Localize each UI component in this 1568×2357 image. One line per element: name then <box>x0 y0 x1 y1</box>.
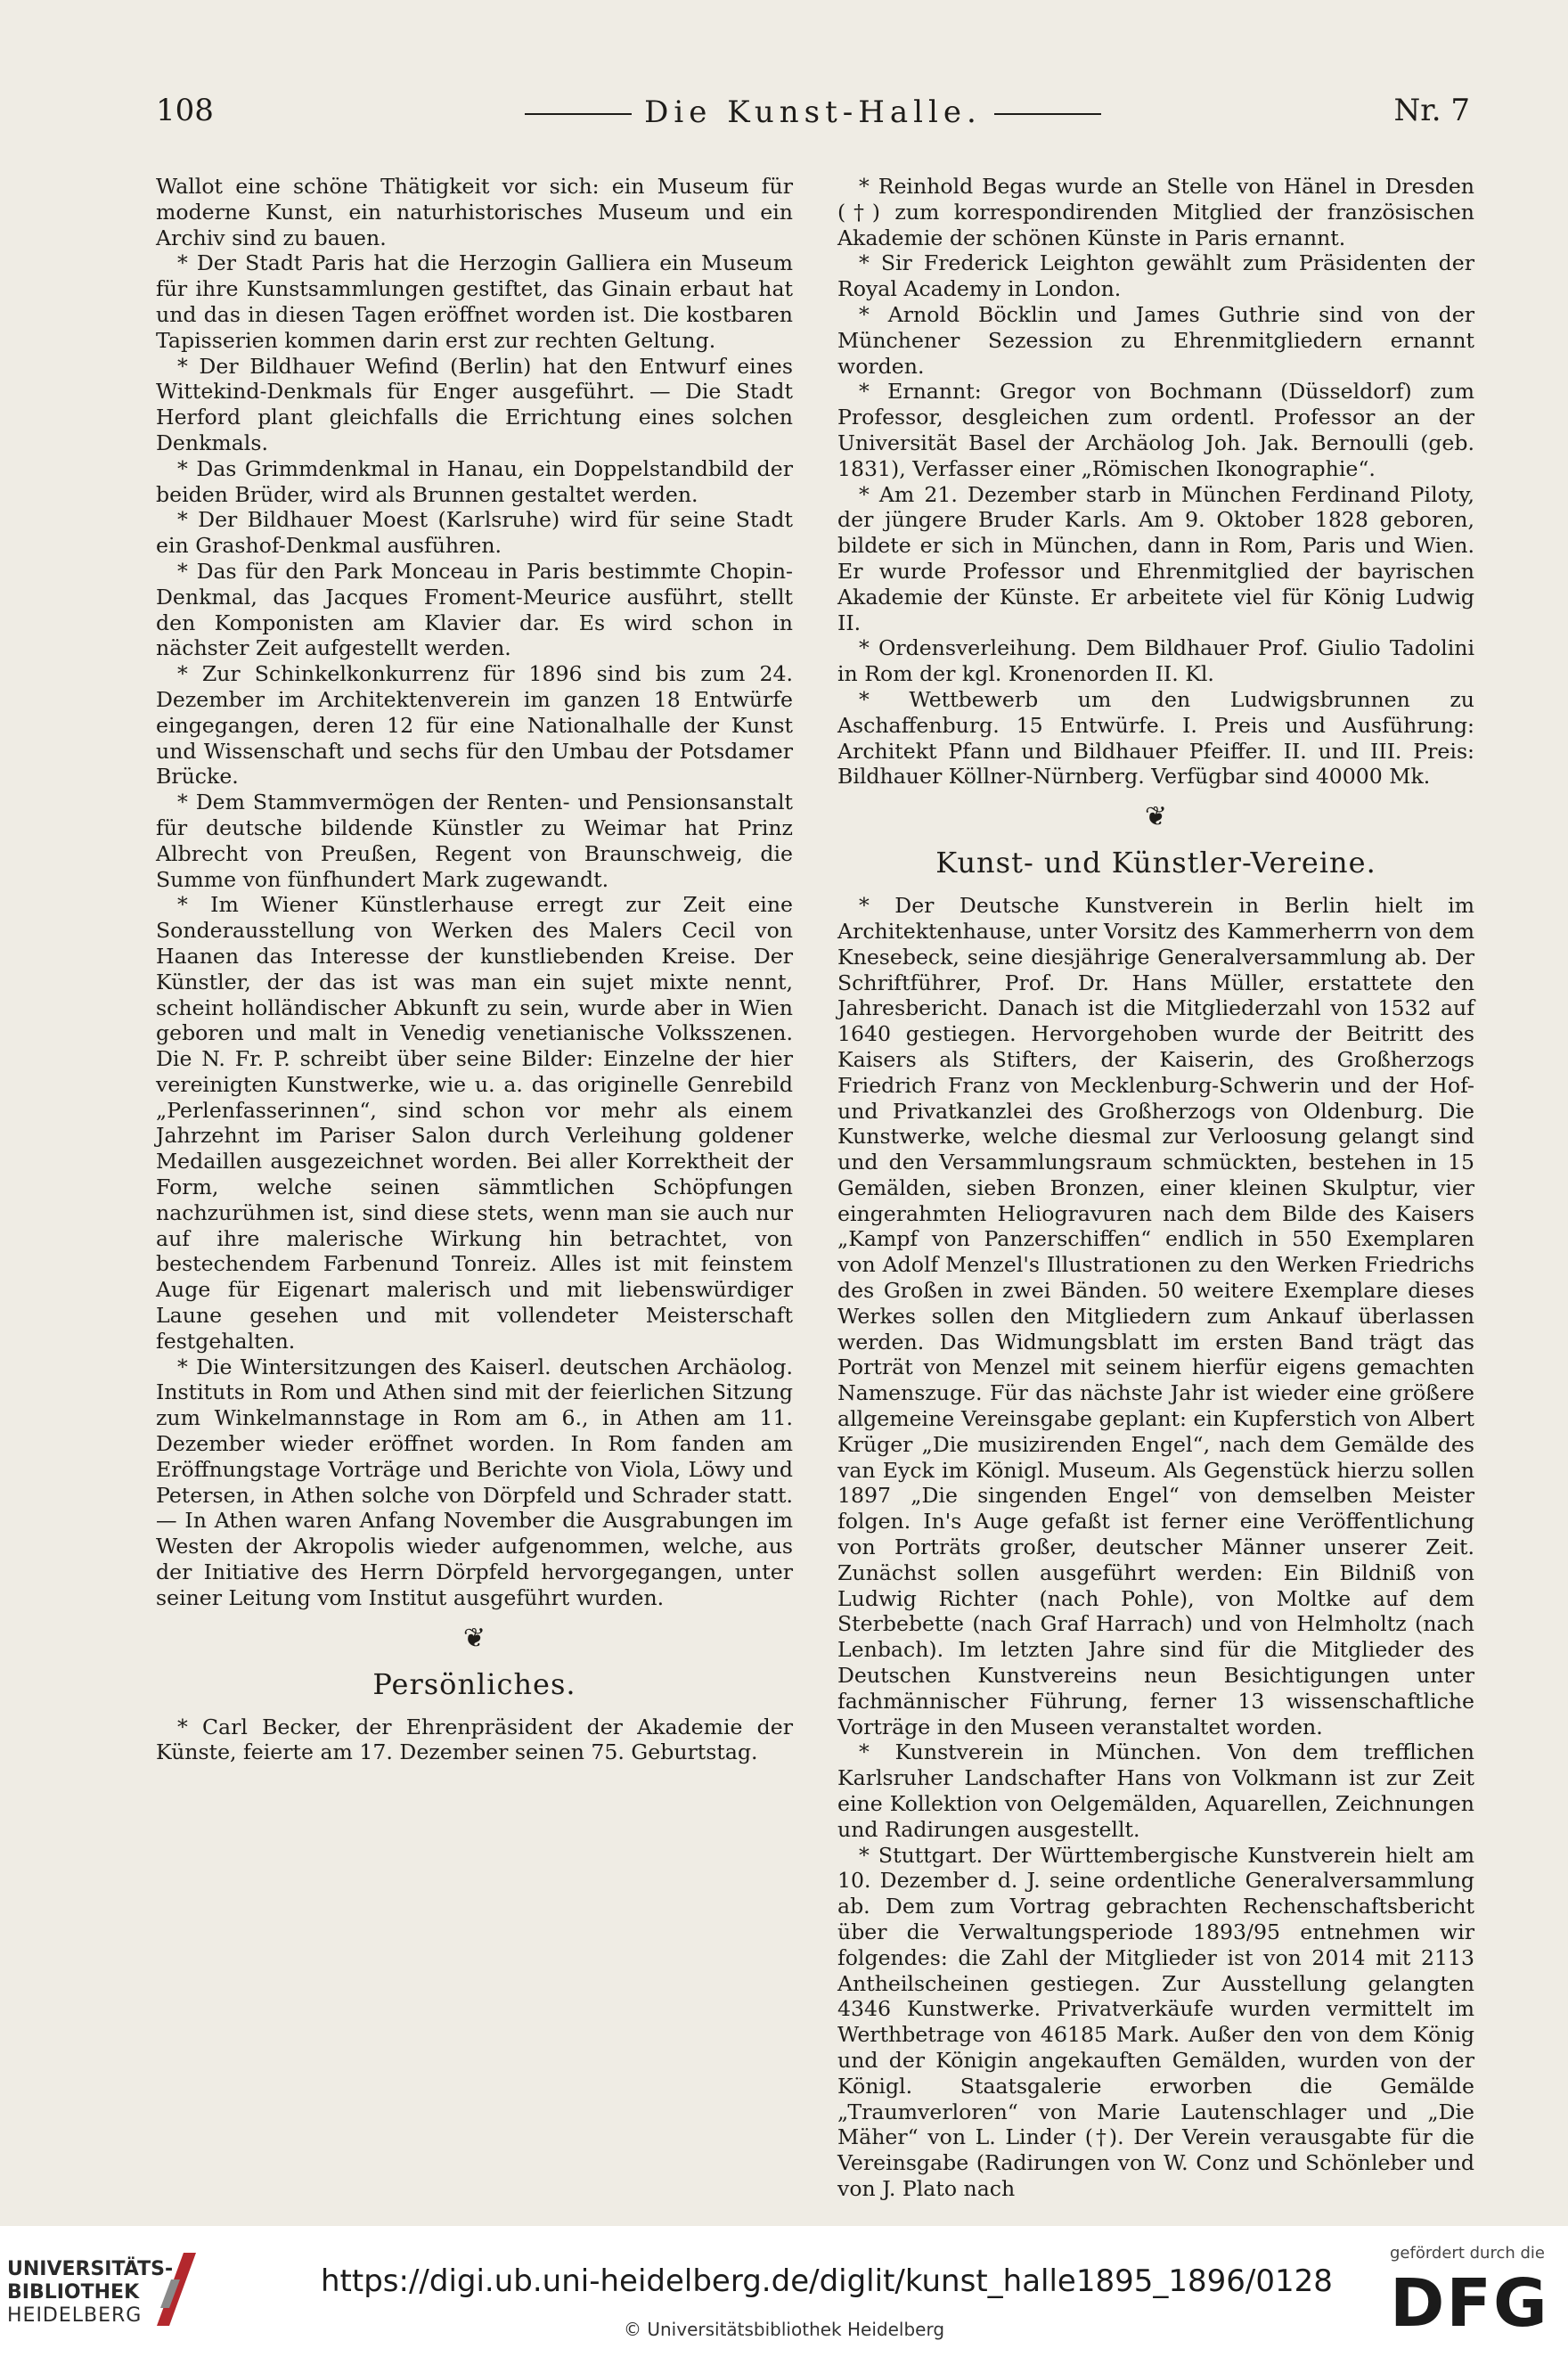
news-paragraph: * Dem Stammvermögen der Renten- und Pensionsanstalt für deutsche bildende Künstler zu Weimar hat Prinz Albrecht von Preußen, Regent von Braunschweig, die Summe von fünfhundert Mark zugewandt. <box>156 790 793 892</box>
news-paragraph: * Der Stadt Paris hat die Herzogin Galliera ein Museum für ihre Kunstsammlungen gestiftet, das Ginain erbaut hat und das in diesen Tagen eröffnet worden ist. Die kostbaren Tapisserien kommen darin erst zur rechten Geltung. <box>156 250 793 353</box>
ornament-icon: ❦ <box>1144 801 1168 833</box>
section-heading-art-societies: Kunst- und Künstler-Vereine. <box>935 846 1376 880</box>
library-name-line3: HEIDELBERG <box>7 2304 143 2327</box>
left-column <box>156 174 793 1765</box>
library-mark-icon <box>157 2253 196 2326</box>
news-paragraph: * Wettbewerb um den Ludwigsbrunnen zu Aschaffenburg. 15 Entwürfe. I. Preis und Ausführung: Architekt Pfann und Bildhauer Pfeiffer. II. und III. Preis: Bildhauer Köllner-Nürnberg. Verfügbar sind 40000 Mk. <box>837 686 1474 790</box>
issue-number: Nr. 7 <box>1393 93 1470 128</box>
news-paragraph: * Der Deutsche Kunstverein in Berlin hielt im Architektenhause, unter Vorsitz des Kammerherrn von dem Knesebeck, seine diesjährige Generalversammlung ab. Der Schriftführer, Prof. Dr. Hans Müller, erstattete den Jahresbericht. Danach ist die Mitgliederzahl von 1532 auf 1640 gestiegen. Hervorgehoben wurde der Beitritt des Kaisers als Stifters, der Kaiserin, des Großherzogs Friedrich Franz von Mecklenburg-Schwerin und der Hof- und Privatkanzlei des Großherzogs von Oldenburg. Die Kunstwerke, welche diesmal zur Verloosung gelangt sind und den Versammlungsraum schmückten, bestehen in 15 Gemälden, sieben Bronzen, einer kleinen Skulptur, vier eingerahmten Heliogravuren nach dem Bilde des Kaisers „Kampf von Panzerschiffen“ endlich in 550 Exemplaren von Adolf Menzel's Illustrationen zu den Werken Friedrichs des Großen in zwei Bänden. 50 weitere Exemplare dieses Werkes sollen den Mitgliedern zum Ankauf überlassen werden. Das Widmungsblatt im ersten Band trägt das Porträt von Menzel mit seinem hierfür eigens gemachten Namenszuge. Für das nächste Jahr ist wieder eine größere allgemeine Vereinsgabe geplant: ein Kupferstich von Albert Krüger „Die musizirenden Engel“, nach dem Gemälde des van Eyck im Königl. Museum. Als Gegenstück hierzu sollen 1897 „Die singenden Engel“ von demselben Meister folgen. In's Auge gefaßt ist ferner eine Veröffentlichung von Porträts großer, deutscher Männer unserer Zeit. Zunächst sollen ausgeführt werden: Ein Bildniß von Ludwig Richter (nach Pohle), von Moltke auf dem Sterbebette (nach Graf Harrach) und von Helmholtz (nach Lenbach). Im letzten Jahre sind für die Mitglieder des Deutschen Kunstvereins neun Besichtigungen unter fachmännischer Führung, ferner 13 wissenschaftliche Vorträge in den Museen veranstaltet worden. <box>837 893 1474 1739</box>
running-title <box>156 94 1470 130</box>
running-title-text: Die Kunst-Halle. <box>644 94 982 130</box>
news-paragraph: * Im Wiener Künstlerhause erregt zur Zeit eine Sonderausstellung von Werken des Malers Cecil von Haanen das Interesse der kunstliebenden Kreise. Der Künstler, der das ist was man ein sujet mixte nennt, scheint holländischer Abkunft zu sein, wurde aber in Wien geboren und malt in Venedig venetianische Volksszenen. Die N. Fr. P. schreibt über seine Bilder: Einzelne der hier vereinigten Kunstwerke, wie u. a. das originelle Genrebild „Perlenfasserinnen“, sind schon vor mehr als einem Jahrzehnt im Pariser Salon durch Verleihung goldener Medaillen ausgezeichnet worden. Bei aller Korrektheit der Form, welche seinen sämmtlichen Schöpfungen nachzurühmen ist, sind diese stets, wenn man sie auch nur auf ihre malerische Wirkung hin betrachtet, von bestechendem Farbenund Tonreiz. Alles ist mit feinstem Auge für Eigenart malerisch und mit liebenswürdiger Laune gesehen und mit vollendeter Meisterschaft festgehalten. <box>156 892 793 1354</box>
news-paragraph: * Stuttgart. Der Württembergische Kunstverein hielt am 10. Dezember d. J. seine ordentliche Generalversammlung ab. Dem zum Vortrag gebrachten Rechenschaftsbericht über die Verwaltungsperiode 1893/95 entnehmen wir folgendes: die Zahl der Mitglieder ist von 2014 mit 2113 Antheilscheinen gestiegen. Zur Ausstellung gelangten 4346 Kunstwerke. Privatverkäufe wurden vermittelt im Werthbetrage von 46185 Mark. Außer den von dem König und der Königin angekauften Gemälden, wurden von der Königl. Staatsgalerie erworben die Gemälde „Traumverloren“ von Marie Lautenschlager und „Die Mäher“ von L. Linder (†). Der Verein verausgabte für die Vereinsgabe (Radirungen von W. Conz und Schönleber und von J. Plato nach <box>837 1842 1474 2201</box>
news-paragraph: * Carl Becker, der Ehrenpräsident der Akademie der Künste, feierte am 17. Dezember seinen 75. Geburtstag. <box>156 1714 793 1765</box>
page-number: 108 <box>156 93 214 128</box>
news-paragraph: * Ordensverleihung. Dem Bildhauer Prof. Giulio Tadolini in Rom der kgl. Kronenorden II. Kl. <box>837 635 1474 687</box>
sponsor-text: gefördert durch die <box>1390 2244 1545 2263</box>
dfg-logo[interactable]: DFG <box>1390 2265 1549 2342</box>
section-heading-personal: Persönliches. <box>372 1666 576 1701</box>
library-name-line1: UNIVERSITÄTS- <box>7 2258 174 2280</box>
right-column <box>837 174 1474 2202</box>
news-paragraph: * Das Grimmdenkmal in Hanau, ein Doppelstandbild der beiden Brüder, wird als Brunnen gestaltet werden. <box>156 455 793 507</box>
news-paragraph: * Am 21. Dezember starb in München Ferdinand Piloty, der jüngere Bruder Karls. Am 9. Oktober 1828 geboren, bildete er sich in München, dann in Rom, Paris und Wien. Er wurde Professor und Ehrenmitglied der bayrischen Akademie der Künste. Er arbeitete viel für König Ludwig II. <box>837 481 1474 635</box>
page-header <box>156 89 1470 143</box>
news-paragraph: * Kunstverein in München. Von dem trefflichen Karlsruher Landschafter Hans von Volkmann ist zur Zeit eine Kollektion von Oelgemälden, Aquarellen, Zeichnungen und Radirungen ausgestellt. <box>837 1739 1474 1842</box>
permalink-url[interactable]: https://digi.ub.uni-heidelberg.de/diglit/kunst_halle1895_1896/0128 <box>321 2263 1333 2299</box>
copyright-notice <box>624 2319 944 2340</box>
news-paragraph: Wallot eine schöne Thätigkeit vor sich: ein Museum für moderne Kunst, ein naturhistorisches Museum und ein Archiv sind zu bauen. <box>156 174 793 250</box>
news-paragraph: * Zur Schinkelkonkurrenz für 1896 sind bis zum 24. Dezember im Architektenverein im ganzen 18 Entwürfe eingegangen, deren 12 für eine Nationalhalle der Kunst und Wissenschaft und sechs für den Umbau der Potsdamer Brücke. <box>156 661 793 790</box>
news-paragraph: * Die Wintersitzungen des Kaiserl. deutschen Archäolog. Instituts in Rom und Athen sind mit der feierlichen Sitzung zum Winkelmannstage in Rom am 6., in Athen am 11. Dezember wieder eröffnet worden. In Rom fanden am Eröffnungstage Vorträge und Berichte von Viola, Löwy und Petersen, in Athen solche von Dörpfeld und Schrader statt. — In Athen waren Anfang November die Ausgrabungen im Westen der Akropolis wieder aufgenommen, welche, aus der Initiative des Herrn Dörpfeld hervorgegangen, unter seiner Leitung vom Institut ausgeführt wurden. <box>156 1354 793 1610</box>
news-paragraph: * Reinhold Begas wurde an Stelle von Hänel in Dresden (†) zum korrespondirenden Mitglied der französischen Akademie der schönen Künste in Paris ernannt. <box>837 174 1474 250</box>
copyright-text: © Universitätsbibliothek Heidelberg <box>624 2319 945 2340</box>
header-rule-right <box>994 113 1101 115</box>
footer-bar <box>0 2226 1568 2357</box>
news-paragraph: * Sir Frederick Leighton gewählt zum Präsidenten der Royal Academy in London. <box>837 250 1474 302</box>
news-paragraph: * Der Bildhauer Moest (Karlsruhe) wird für seine Stadt ein Grashof-Denkmal ausführen. <box>156 507 793 559</box>
news-paragraph: * Arnold Böcklin und James Guthrie sind von der Münchener Sezession zu Ehrenmitgliedern ernannt worden. <box>837 301 1474 379</box>
library-name-line2: BIBLIOTHEK <box>7 2281 140 2304</box>
news-paragraph: * Das für den Park Monceau in Paris bestimmte Chopin-Denkmal, das Jacques Froment-Meurice ausführt, stellt den Komponisten am Klavier dar. Es wird schon in nächster Zeit aufgestellt werden. <box>156 558 793 661</box>
ornament-icon: ❦ <box>462 1622 486 1654</box>
news-paragraph: * Ernannt: Gregor von Bochmann (Düsseldorf) zum Professor, desgleichen zum ordentl. Professor an der Universität Basel der Archäolog Joh. Jak. Bernoulli (geb. 1831), Verfasser einer „Römischen Ikonographie“. <box>837 379 1474 481</box>
news-paragraph: * Der Bildhauer Wefind (Berlin) hat den Entwurf eines Wittekind-Denkmals für Enger ausgeführt. — Die Stadt Herford plant gleichfalls die Errichtung eines solchen Denkmals. <box>156 353 793 455</box>
header-rule-left <box>525 113 632 115</box>
